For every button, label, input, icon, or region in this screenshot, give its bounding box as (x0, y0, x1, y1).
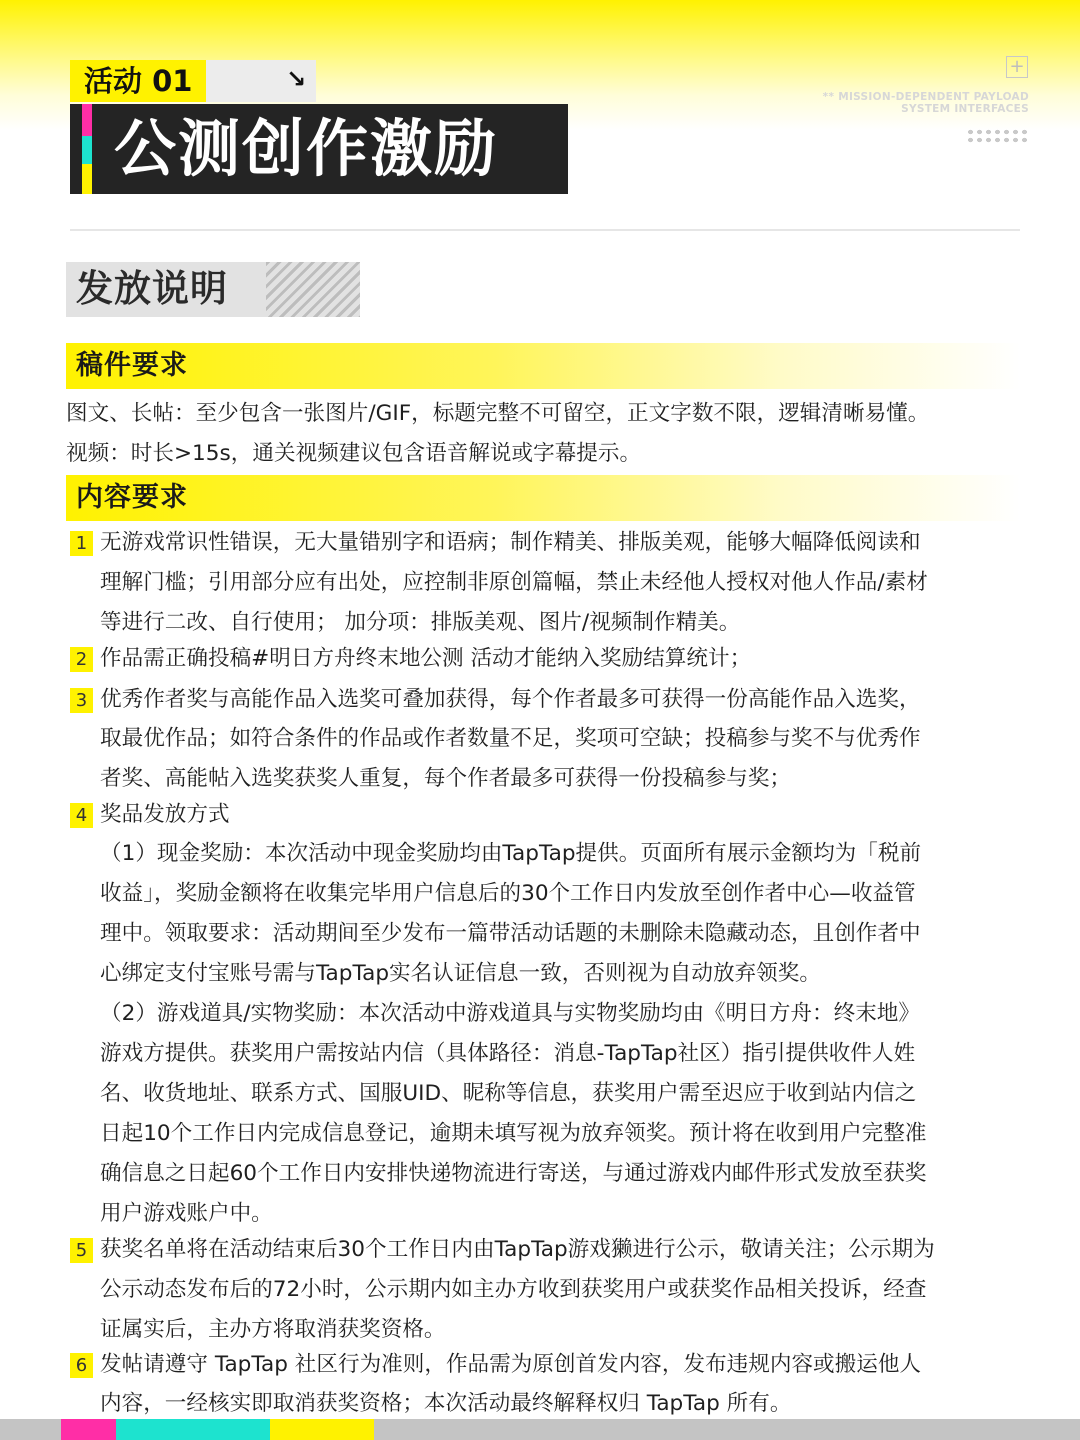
page-title: 公测创作激励 (114, 112, 499, 185)
deco-caption (800, 91, 1029, 115)
item-line: 用户游戏账户中。 (100, 1201, 273, 1226)
content-heading: 内容要求 (76, 482, 188, 513)
item-line: 奖品发放方式 (100, 802, 230, 827)
item-line: 内容，一经核实即取消获奖资格；本次活动最终解释权归 TapTap 所有。 (100, 1391, 792, 1416)
item-line: 公示动态发布后的72小时，公示期内如主办方收到获奖用户或获奖作品相关投诉，经查 (100, 1277, 927, 1302)
item-number-badge: 6 (70, 1353, 93, 1378)
manuscript-heading: 稿件要求 (76, 350, 188, 381)
item-line: 理解门槛；引用部分应有出处，应控制非原创篇幅，禁止未经他人授权对他人作品/素材 (100, 570, 928, 595)
section-heading: 发放说明 (76, 267, 228, 310)
item-line: 收益」，奖励金额将在收集完毕用户信息后的30个工作日内发放至创作者中心—收益管 (100, 881, 916, 906)
item-line: 作品需正确投稿#明日方舟终末地公测 活动才能纳入奖励结算统计； (100, 646, 752, 671)
item-line: （1）现金奖励：本次活动中现金奖励均由TapTap提供。页面所有展示金额均为「税前 (100, 841, 922, 866)
item-line: 确信息之日起60个工作日内安排快递物流进行寄送，与通过游戏内邮件形式发放至获奖 (100, 1161, 927, 1186)
item-line: 名、收货地址、联系方式、国服UID、昵称等信息，获奖用户需至迟应于收到站内信之 (100, 1081, 917, 1106)
title-stripe-yellow (82, 164, 92, 194)
plus-box-icon: + (1006, 56, 1028, 78)
title-stripe-pink (82, 104, 92, 136)
footer-bar-pink (61, 1419, 116, 1440)
item-line: 者奖、高能帖入选奖获奖人重复，每个作者最多可获得一份投稿参与奖； (100, 766, 792, 791)
item-number-badge: 1 (70, 531, 93, 556)
item-number-badge: 3 (70, 688, 93, 713)
item-line: 理中。领取要求：活动期间至少发布一篇带活动话题的未删除未隐藏动态，且创作者中 (100, 921, 921, 946)
dot-grid-decoration (966, 128, 1029, 144)
manuscript-line: 视频：时长>15s，通关视频建议包含语音解说或字幕提示。 (66, 441, 642, 466)
deco-caption-line-1: ** MISSION-DEPENDENT PAYLOAD (822, 91, 1029, 103)
content-heading-bar (66, 475, 1020, 521)
item-line: （2）游戏道具/实物奖励：本次活动中游戏道具与实物奖励均由《明日方舟：终末地》 (100, 1001, 920, 1026)
item-line: 日起10个工作日内完成信息登记，逾期未填写视为放弃领奖。预计将在收到用户完整准 (100, 1121, 927, 1146)
manuscript-heading-bar (66, 343, 1020, 389)
item-number-badge: 5 (70, 1238, 93, 1263)
item-line: 证属实后，主办方将取消获奖资格。 (100, 1317, 446, 1342)
arrow-down-right-icon: ↘ (286, 65, 307, 93)
manuscript-line: 图文、长帖：至少包含一张图片/GIF，标题完整不可留空，正文字数不限，逻辑清晰易懂。 (66, 401, 930, 426)
item-line: 发帖请遵守 TapTap 社区行为准则，作品需为原创首发内容，发布违规内容或搬运他人 (100, 1352, 922, 1377)
hatch-decoration (266, 262, 360, 317)
header-divider (70, 229, 1020, 231)
item-line: 获奖名单将在活动结束后30个工作日内由TapTap游戏獭进行公示，敬请关注；公示期为 (100, 1237, 935, 1262)
title-stripe-cyan (82, 136, 92, 164)
item-number-badge: 4 (70, 803, 93, 828)
item-line: 无游戏常识性错误，无大量错别字和语病；制作精美、排版美观，能够大幅降低阅读和 (100, 530, 921, 555)
item-line: 游戏方提供。获奖用户需按站内信（具体路径：消息-TapTap社区）指引提供收件人姓 (100, 1041, 916, 1066)
deco-caption-line-2: SYSTEM INTERFACES (901, 103, 1029, 115)
item-line: 等进行二改、自行使用； 加分项：排版美观、图片/视频制作精美。 (100, 610, 741, 635)
activity-tag-label: 活动 01 (84, 64, 193, 98)
item-line: 心绑定支付宝账号需与TapTap实名认证信息一致，否则视为自动放弃领奖。 (100, 961, 821, 986)
footer-bar-yellow (270, 1419, 374, 1440)
footer-bar-cyan (116, 1419, 270, 1440)
item-line: 取最优作品；如符合条件的作品或作者数量不足，奖项可空缺；投稿参与奖不与优秀作 (100, 726, 921, 751)
item-number-badge: 2 (70, 647, 93, 672)
item-line: 优秀作者奖与高能作品入选奖可叠加获得，每个作者最多可获得一份高能作品入选奖， (100, 687, 921, 712)
